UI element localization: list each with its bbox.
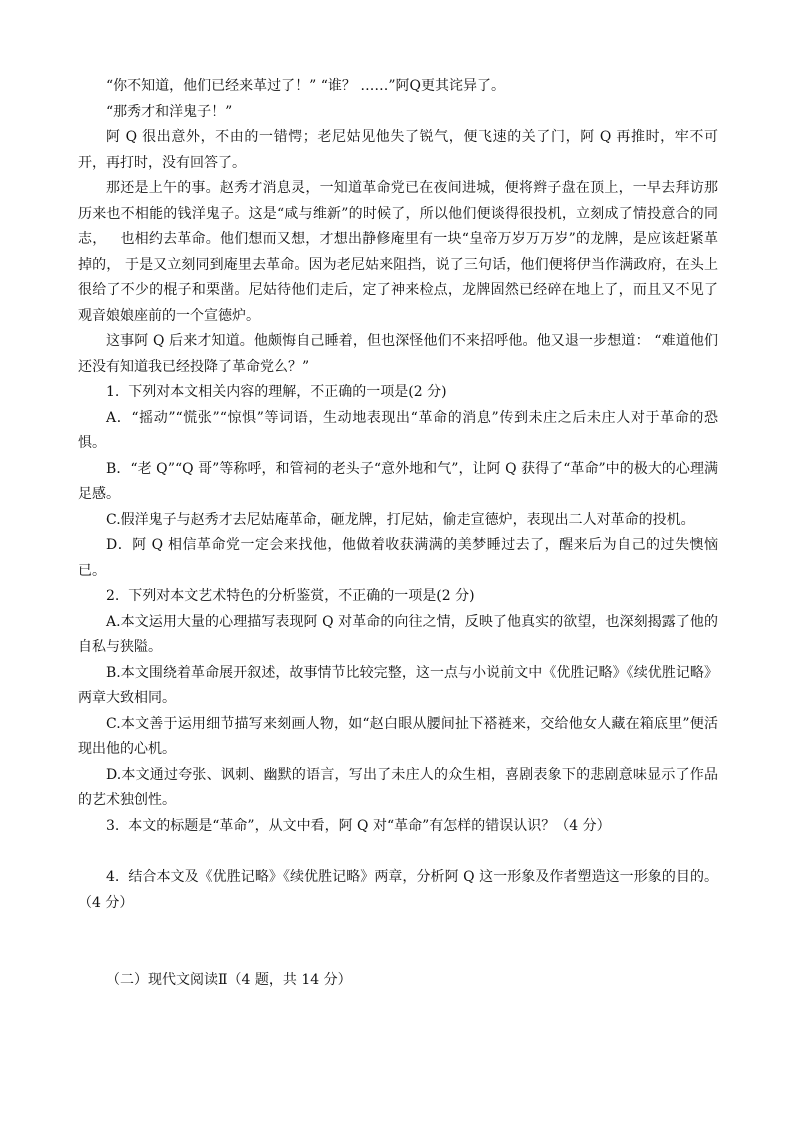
- section-title: （二）现代文阅读Ⅱ（4 题，共 14 分）: [106, 972, 352, 988]
- question-1-option-a: A．“摇动”“慌张”“惊惧”等词语，生动地表现出“革命的消息”传到未庄之后未庄人对于革命的恐惧。: [78, 409, 718, 451]
- answer-space-3: [78, 839, 718, 865]
- question-2-option-b: B.本文围绕着革命展开叙述，故事情节比较完整，这一点与小说前文中《优胜记略》《续优胜记略》两章大致相同。: [78, 664, 718, 706]
- passage-paragraph-1: “你不知道，他们已经来革过了！” “谁？ ……”阿Q更其诧异了。: [106, 78, 506, 94]
- passage-paragraph-3: 阿 Q 很出意外，不由的一错愕；老尼姑见他失了锐气，便飞速的关了门，阿 Q 再推时，牢不可开，再打时，没有回答了。: [78, 129, 718, 171]
- question-4: 4. 结合本文及《优胜记略》《续优胜记略》两章，分析阿 Q 这一形象及作者塑造这一形象的目的。（4 分）: [78, 869, 718, 911]
- question-1-stem: 1. 下列对本文相关内容的理解，不正确的一项是(2 分): [106, 384, 447, 400]
- question-2-stem: 2. 下列对本文艺术特色的分析鉴赏，不正确的一项是(2 分): [106, 588, 475, 604]
- passage-paragraph-2: “那秀才和洋鬼子！”: [106, 103, 233, 120]
- question-2-option-c: C.本文善于运用细节描写来刻画人物，如“赵白眼从腰间扯下褡裢来，交给他女人藏在箱底里”便活现出他的心机。: [78, 715, 718, 757]
- question-1-option-b: B．“老 Q”“Q 哥”等称呼，和管祠的老头子“意外地和气”，让阿 Q 获得了“革命”中的极大的心理满足感。: [78, 460, 718, 502]
- passage-paragraph-5: 这事阿 Q 后来才知道。他颇悔自己睡着，但也深怪他们不来招呼他。他又退一步想道： “难道他们还没有知道我已经投降了革命党么？”: [78, 333, 718, 375]
- answer-space-4: [78, 916, 718, 968]
- document-page: [78, 74, 718, 994]
- question-1-option-d: D．阿 Q 相信革命党一定会来找他，他做着收获满满的美梦睡过去了，醒来后为自己的过失懊恼已。: [78, 537, 718, 579]
- question-1-option-c: C.假洋鬼子与赵秀才去尼姑庵革命，砸龙牌，打尼姑，偷走宣德炉，表现出二人对革命的投机。: [106, 511, 695, 528]
- passage-paragraph-4: 那还是上午的事。赵秀才消息灵，一知道革命党已在夜间进城，便将辫子盘在顶上，一早去拜访那历来也不相能的钱洋鬼子。这是“咸与维新”的时候了，所以他们便谈得很投机，立刻成了情投意合的同志， 也相约去革命。他们想而又想，才想出静修庵里有一块“皇帝万岁万万岁”的龙牌，是应该赶紧革掉的， 于是又立刻同到庵里去革命。因为老尼姑来阻挡，说了三句话，他们便将伊当作满政府，在头上很给了不少的棍子和栗凿。尼姑待他们走后，定了神来检点，龙牌固然已经碎在地上了，而且又不见了观音娘娘座前的一个宣德炉。: [78, 180, 718, 324]
- question-2-option-d: D.本文通过夸张、讽刺、幽默的语言，写出了未庄人的众生相，喜剧表象下的悲剧意味显示了作品的艺术独创性。: [78, 766, 718, 808]
- question-3: 3. 本文的标题是“革命”，从文中看，阿 Q 对“革命”有怎样的错误认识？（4 分）: [106, 817, 611, 834]
- question-2-option-a: A.本文运用大量的心理描写表现阿 Q 对革命的向往之情，反映了他真实的欲望，也深刻揭露了他的自私与狭隘。: [78, 613, 718, 655]
